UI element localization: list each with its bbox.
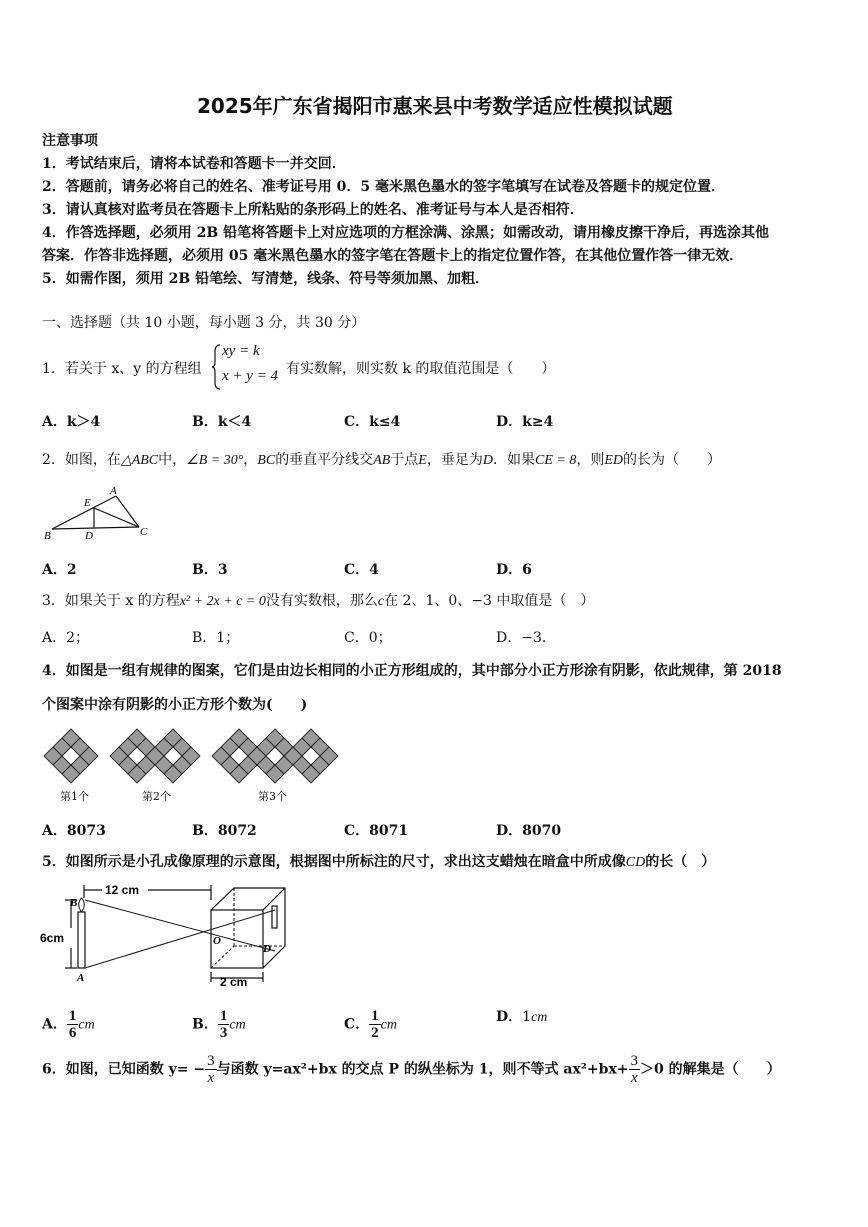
q3-text: 3．如果关于 x 的方程x² + 2x + c = 0没有实数根，那么c在 2、1、0、−3 中取值是（ ） bbox=[42, 593, 595, 609]
q1-option-b: B．k＜4 bbox=[192, 414, 252, 430]
notice-heading: 注意事项 bbox=[42, 133, 98, 149]
label-a: A bbox=[110, 485, 117, 497]
q2-option-d: D．6 bbox=[496, 562, 532, 578]
page-title: 2025年广东省揭阳市惠来县中考数学适应性模拟试题 bbox=[197, 94, 673, 118]
q1-text-post: 有实数解，则实数 k 的取值范围是（ ） bbox=[286, 361, 556, 377]
q2-angle: ∠B = 30° bbox=[186, 453, 244, 468]
notice-item: 2．答题前，请务必将自己的姓名、准考证号用 0．5 毫米黑色墨水的签字笔填写在试卷及答题卡的规定位置． bbox=[42, 179, 725, 195]
section-heading: 一、选择题（共 10 小题，每小题 3 分，共 30 分） bbox=[42, 315, 366, 331]
label-d: D bbox=[263, 943, 271, 955]
label-12cm: 12 cm bbox=[105, 883, 140, 897]
notice-item: 3．请认真核对监考员在答题卡上所粘贴的条形码上的姓名、准考证号与本人是否相符． bbox=[42, 202, 584, 218]
q5-option-a: A． $\frac{1}{6}$ cm bbox=[42, 1008, 95, 1041]
q1-brace bbox=[212, 344, 222, 390]
q5-option-c: C． $\frac{1}{2}$ cm bbox=[344, 1008, 397, 1041]
q3-option-a: A．2； bbox=[42, 630, 90, 646]
q4-label-2: 第2个 bbox=[142, 790, 171, 803]
q3-option-d: D．−3． bbox=[496, 630, 556, 646]
q2-triangle-figure bbox=[44, 482, 154, 542]
q2-option-b: B．3 bbox=[192, 562, 228, 578]
q4-option-a: A．8073 bbox=[42, 823, 106, 839]
q4-option-d: D．8070 bbox=[496, 823, 562, 839]
label-2cm: 2 cm bbox=[220, 975, 248, 989]
label-o: O bbox=[213, 935, 221, 947]
q2-triangle: △ABC bbox=[120, 453, 159, 468]
label-d: D bbox=[85, 530, 93, 542]
label-e: E bbox=[84, 497, 91, 509]
q4-pattern-figure bbox=[42, 728, 342, 784]
q4-label-3: 第3个 bbox=[258, 790, 287, 803]
notice-item: 5．如需作图，须用 2B 铅笔绘、写清楚，线条、符号等须加黑、加粗． bbox=[42, 271, 490, 287]
q1-text-pre: 1．若关于 x、y 的方程组 bbox=[42, 361, 202, 377]
q2-ce: CE = 8 bbox=[534, 453, 577, 468]
label-a: A bbox=[77, 972, 85, 984]
q1-option-a: A．k＞4 bbox=[42, 414, 101, 430]
label-c: C bbox=[140, 526, 148, 538]
label-b: B bbox=[44, 530, 51, 542]
q1-equation-2: x + y = 4 bbox=[222, 368, 279, 384]
label-6cm: 6cm bbox=[40, 931, 65, 945]
q4-text-line1: 4．如图是一组有规律的图案，它们是由边长相同的小正方形组成的，其中部分小正方形涂有阴影，依此规律，第 2018 bbox=[42, 663, 782, 679]
notice-item: 4．作答选择题，必须用 2B 铅笔将答题卡上对应选项的方框涂满、涂黑；如需改动，请用橡皮擦干净后，再选涂其他 bbox=[42, 225, 770, 241]
q1-option-d: D．k≥4 bbox=[496, 414, 554, 430]
q4-option-b: B．8072 bbox=[192, 823, 257, 839]
notice-item: 1．考试结束后，请将本试卷和答题卡一并交回． bbox=[42, 156, 346, 172]
q2-option-a: A．2 bbox=[42, 562, 77, 578]
q4-option-c: C．8071 bbox=[344, 823, 409, 839]
label-b: B bbox=[70, 897, 78, 909]
q5-pinhole-figure bbox=[40, 880, 300, 990]
q1-equation-1: xy = k bbox=[222, 343, 260, 359]
q2-option-c: C．4 bbox=[344, 562, 379, 578]
notice-item: 答案．作答非选择题，必须用 05 毫米黑色墨水的签字笔在答题卡上的指定位置作答，在其他位置作答一律无效． bbox=[42, 248, 744, 264]
q3-option-c: C．0； bbox=[344, 630, 392, 646]
q3-option-b: B．1； bbox=[192, 630, 240, 646]
q3-equation: x² + 2x + c = 0 bbox=[179, 594, 266, 609]
q4-text-line2: 个图案中涂有阴影的小正方形个数为( ) bbox=[42, 697, 308, 713]
q5-option-b: B． $\frac{1}{3}$ cm bbox=[192, 1008, 246, 1041]
q5-text: 5．如图所示是小孔成像原理的示意图，根据图中所标注的尺寸，求出这支蜡烛在暗盒中所成像CD的长（ ） bbox=[42, 854, 716, 870]
q6-text: 6．如图，已知函数 y= − $\frac{3}{x}$ 与函数 y=ax²+bx 的交点 P 的纵坐标为 1，则不等式 ax²+bx+ $\frac{3}{x}$ ＞0 的解集是（ ） bbox=[42, 1053, 781, 1086]
q1-option-c: C．k≤4 bbox=[344, 414, 401, 430]
q2-text: 2．如图，在△ABC中，∠B = 30°，BC的垂直平分线交AB于点E，垂足为D．如果CE = 8，则ED的长为（ ） bbox=[42, 452, 721, 468]
q4-label-1: 第1个 bbox=[60, 790, 89, 803]
q5-option-d: D．1cm bbox=[496, 1009, 548, 1025]
